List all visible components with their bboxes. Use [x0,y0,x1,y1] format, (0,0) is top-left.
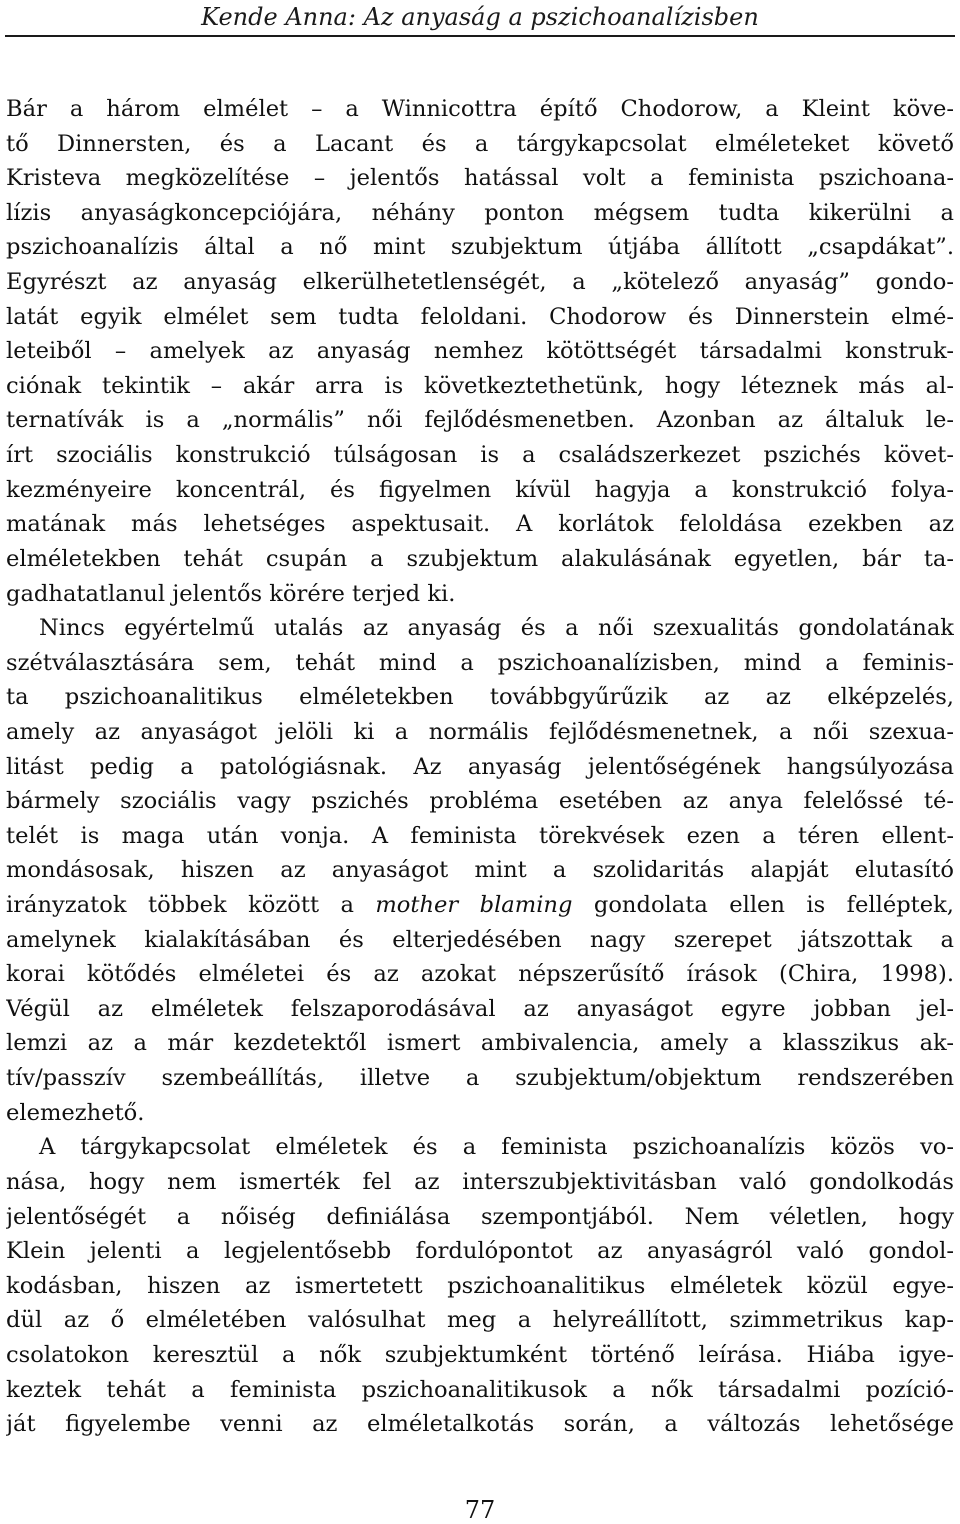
text-line: leteiből – amelyek az anyaság nemhez kötöttségét társadalmi konstruk- [6,338,954,365]
text-line: elméletekben tehát csupán a szubjektum alakulásának egyetlen, bár ta- [6,545,954,572]
text-line: szétválasztására sem, tehát mind a pszichoanalízisben, mind a feminis- [6,649,954,676]
text-line: A tárgykapcsolat elméletek és a feminista pszichoanalízis közös vo- [39,1134,954,1161]
text-line: litást pedig a patológiásnak. Az anyaság jelentőségének hangsúlyozása [6,753,954,780]
text-line: csolatokon keresztül a nők szubjektumként történő leírása. Hiába igye- [6,1341,954,1368]
text-line: tív/passzív szembeállítás, illetve a szubjektum/objektum rendszerében [6,1065,954,1092]
paragraph [6,611,954,1130]
text-line: tő Dinnersten, és a Lacant és a tárgykapcsolat elméleteket követő [6,130,954,157]
text-line: lemzi az a már kezdetektől ismert ambivalencia, amely a klasszikus ak- [6,1030,954,1057]
text-line: nása, hogy nem ismerték fel az interszubjektivitásban való gondolkodás [6,1168,954,1195]
text-line: Kristeva megközelítése – jelentős hatással volt a feminista pszichoana- [6,165,954,192]
text-line: ját figyelembe venni az elméletalkotás során, a változás lehetősége [6,1411,954,1438]
text-line: Egyrészt az anyaság elkerülhetetlenségét, a „kötelező anyaság” gondo- [6,269,954,296]
text-line: mondásosak, hiszen az anyaságot mint a szolidaritás alapját elutasító [6,857,954,884]
text-line: elemezhető. [6,1099,145,1126]
text-line: Végül az elméletek felszaporodásával az anyaságot egyre jobban jel- [6,995,954,1022]
text-line: Bár a három elmélet – a Winnicottra építő Chodorow, a Kleint köve- [6,96,954,122]
text-line: pszichoanalízis által a nő mint szubjektum útjába állított „csapdákat”. [6,234,954,261]
text-line: ternatívák is a „normális” női fejlődésmenetben. Azonban az általuk le- [6,407,954,434]
text-line: kodásban, hiszen az ismertetett pszichoanalitikus elméletek közül egye- [6,1272,954,1299]
emphasis-text: mother blaming [375,892,573,919]
text-line: Nincs egyértelmű utalás az anyaság és a női szexualitás gondolatának [39,615,954,642]
page-number: 77 [464,1496,496,1524]
text-line: kezményeire koncentrál, és figyelmen kívül hagyja a konstrukció folya- [6,476,954,503]
text-line: amelynek kialakításában és elterjedésében nagy szerepet játszottak a [6,926,954,953]
text-line: írt szociális konstrukció túlságosan is a családszerkezet pszichés követ- [6,442,954,469]
text-line: bármely szociális vagy pszichés probléma esetében az anya felelőssé té- [6,788,954,815]
text-line: amely az anyaságot jelöli ki a normális fejlődésmenetnek, a női szexua- [6,718,954,745]
header-rule [5,35,955,37]
text-line: keztek tehát a feminista pszichoanalitikusok a nők társadalmi pozíció- [6,1376,954,1403]
text-line: dül az ő elméletében valósulhat meg a helyreállított, szimmetrikus kap- [6,1307,954,1334]
paragraph [6,92,954,611]
text-line: Klein jelenti a legjelentősebb fordulópontot az anyaságról való gondol- [6,1238,954,1265]
text-line: ciónak tekintik – akár arra is következtethetünk, hogy léteznek más al- [6,372,954,399]
body-text [6,92,954,1442]
paragraph [6,1130,954,1441]
text-line: irányzatok többek között a mother blaming gondolata ellen is felléptek, [6,892,954,919]
running-head: Kende Anna: Az anyaság a pszichoanalízisben [201,3,759,31]
text-line: lízis anyaságkoncepciójára, néhány ponton mégsem tudta kikerülni a [6,199,954,226]
text-line: ta pszichoanalitikus elméletekben továbbgyűrűzik az az elképzelés, [6,684,954,711]
text-line: jelentőségét a nőiség definiálása szempontjából. Nem véletlen, hogy [6,1203,954,1230]
text-line: latát egyik elmélet sem tudta feloldani. Chodorow és Dinnerstein elmé- [6,303,954,330]
text-line: korai kötődés elméletei és az azokat népszerűsítő írások (Chira, 1998). [6,961,954,988]
text-line: telét is maga után vonja. A feminista törekvések ezen a téren ellent- [6,822,954,849]
text-line: gadhatatlanul jelentős körére terjed ki. [6,580,456,607]
text-line: matának más lehetséges aspektusait. A korlátok feloldása ezekben az [6,511,954,538]
